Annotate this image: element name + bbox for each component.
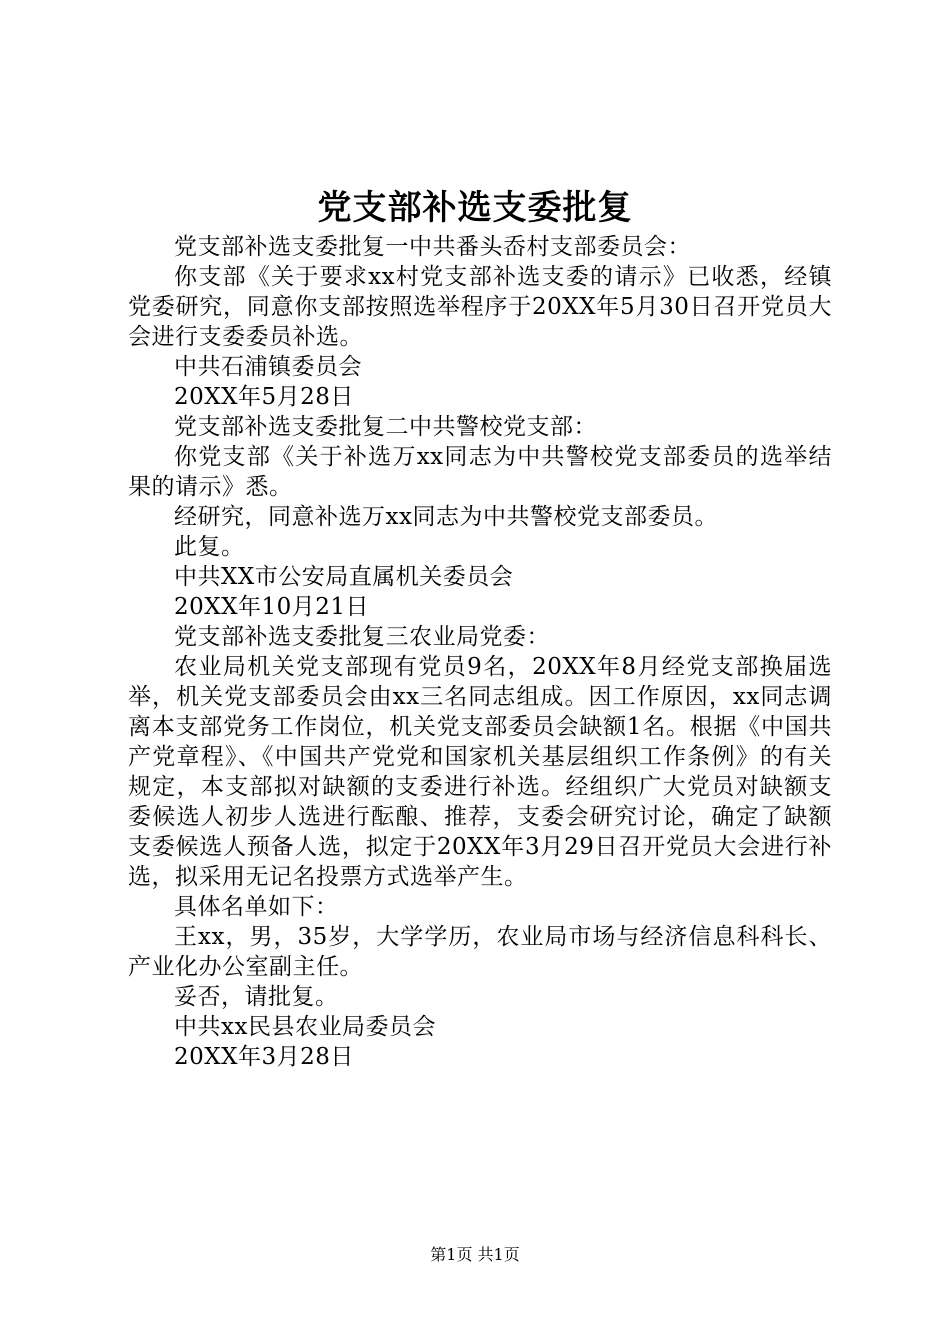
paragraph-3-request: 妥否，请批复。	[174, 984, 339, 1010]
paragraph-3-date: 20XX年3月28日	[174, 1044, 354, 1070]
paragraph-1-date: 20XX年5月28日	[174, 384, 354, 410]
paragraph-3-list-intro: 具体名单如下：	[174, 894, 339, 920]
paragraph-3-heading: 党支部补选支委批复三农业局党委：	[174, 624, 550, 650]
document-title: 党支部补选支委批复	[317, 188, 633, 228]
document-body	[128, 232, 832, 1072]
paragraph-1-text: 你支部《关于要求xx村党支部补选支委的请示》已收悉，经镇党委研究，同意你支部按照选举程序于20XX年5月30日召开党员大会进行支委委员补选。	[128, 264, 832, 350]
paragraph-2-closing: 此复。	[174, 534, 245, 560]
paragraph-2-date: 20XX年10月21日	[174, 594, 370, 620]
paragraph-2-signature: 中共XX市公安局直属机关委员会	[174, 564, 514, 590]
paragraph-2-text: 你党支部《关于补选万xx同志为中共警校党支部委员的选举结果的请示》悉。	[128, 444, 832, 500]
paragraph-1-signature: 中共石浦镇委员会	[174, 354, 362, 380]
paragraph-1-heading: 党支部补选支委批复一中共番头岙村支部委员会：	[174, 234, 691, 260]
paragraph-2-decision: 经研究，同意补选万xx同志为中共警校党支部委员。	[174, 504, 718, 530]
page-footer: 第1页 共1页	[430, 1245, 520, 1264]
paragraph-3-text: 农业局机关党支部现有党员9名，20XX年8月经党支部换届选举，机关党支部委员会由xx三名同志组成。因工作原因，xx同志调离本支部党务工作岗位，机关党支部委员会缺额1名。根据《中国共产党章程》、《中国共产党党和国家机关基层组织工作条例》的有关规定，本支部拟对缺额的支委进行补选。经组织广大党员对缺额支委候选人初步人选进行酝酿、推荐，支委会研究讨论，确定了缺额支委候选人预备人选，拟定于20XX年3月29日召开党员大会进行补选，拟采用无记名投票方式选举产生。	[128, 654, 832, 890]
paragraph-2-heading: 党支部补选支委批复二中共警校党支部：	[174, 414, 597, 440]
paragraph-3-signature: 中共xx民县农业局委员会	[174, 1014, 436, 1040]
paragraph-3-candidate: 王xx，男，35岁，大学学历，农业局市场与经济信息科科长、产业化办公室副主任。	[128, 924, 832, 980]
